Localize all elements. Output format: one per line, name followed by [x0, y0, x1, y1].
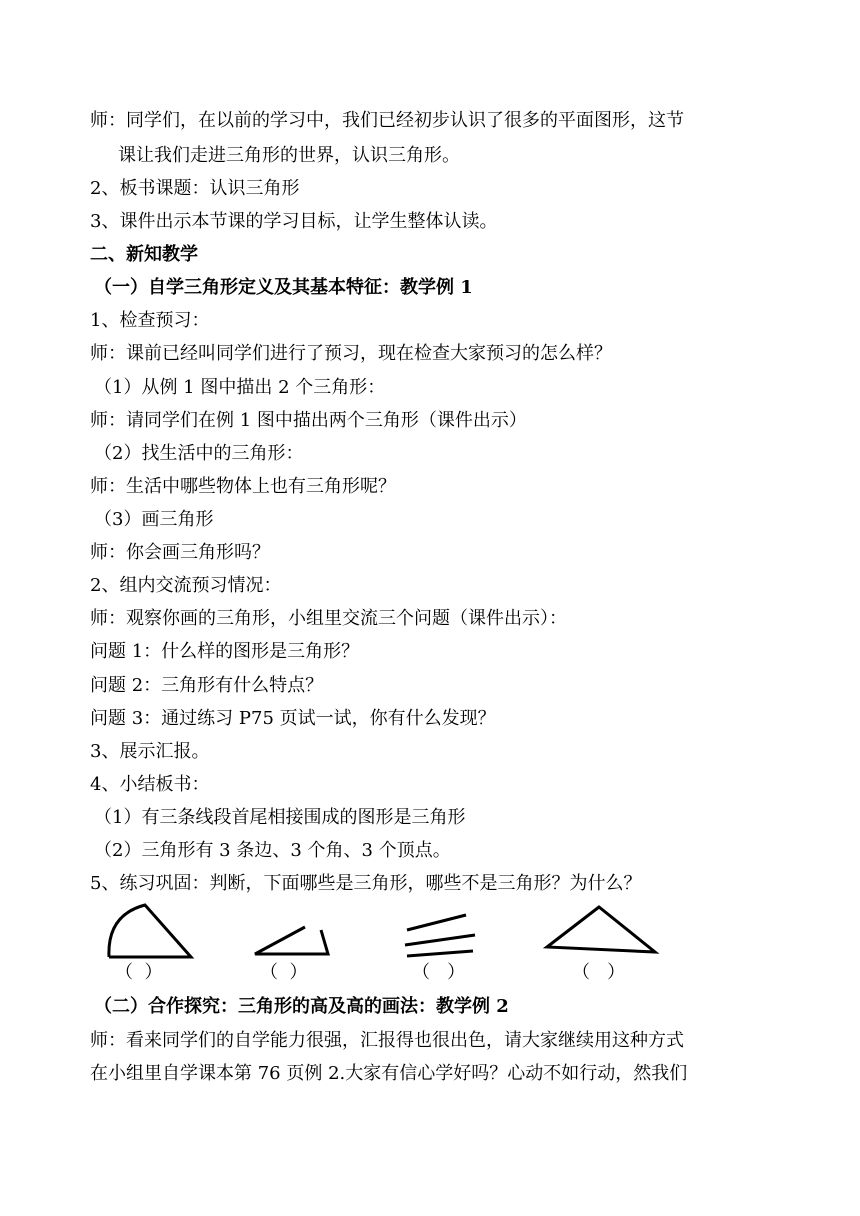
step-practice: 5、练习巩固：判断，下面哪些是三角形，哪些不是三角形？为什么？ — [90, 873, 642, 894]
teacher-intro-continuation: 课让我们走进三角形的世界，认识三角形。 — [118, 145, 460, 166]
teacher-intro-line: 师：同学们，在以前的学习中，我们已经初步认识了很多的平面图形，这节 — [90, 110, 684, 131]
step-show-objectives: 3、课件出示本节课的学习目标，让学生整体认读。 — [90, 211, 498, 232]
figure-3-line-1 — [407, 915, 466, 930]
question-1: 问题 1：什么样的图形是三角形？ — [90, 641, 360, 662]
task-trace-triangles: （1）从例 1 图中描出 2 个三角形： — [94, 377, 386, 398]
step-group-exchange: 2、组内交流预习情况： — [90, 575, 282, 596]
section-heading-new-knowledge: 二、新知教学 — [90, 244, 198, 265]
answer-blank-3[interactable]: （ ） — [412, 962, 466, 983]
teacher-trace-triangles: 师：请同学们在例 1 图中描出两个三角形（课件出示） — [90, 410, 527, 431]
teacher-cooperative-line-2: 在小组里自学课本第 76 页例 2.大家有信心学好吗？心动不如行动，然我们 — [90, 1063, 688, 1084]
question-2: 问题 2：三角形有什么特点？ — [90, 675, 324, 696]
task-find-triangles: （2）找生活中的三角形： — [94, 443, 304, 464]
answer-blank-2[interactable]: （ ） — [260, 962, 308, 983]
figure-3-line-3 — [407, 951, 473, 956]
answer-blank-1[interactable]: （ ） — [115, 962, 163, 983]
figure-1-curved-shape — [109, 905, 191, 957]
figure-2-open-triangle — [255, 927, 328, 954]
task-draw-triangle: （3）画三角形 — [94, 509, 214, 530]
practice-figures — [95, 897, 675, 969]
teacher-draw-triangle: 师：你会画三角形吗？ — [90, 542, 270, 563]
summary-point-2: （2）三角形有 3 条边、3 个角、3 个顶点。 — [94, 840, 451, 861]
question-3: 问题 3：通过练习 P75 页试一试，你有什么发现？ — [90, 708, 496, 729]
summary-point-1: （1）有三条线段首尾相接围成的图形是三角形 — [94, 807, 466, 828]
teacher-group-exchange: 师：观察你画的三角形，小组里交流三个问题（课件出示）： — [90, 608, 567, 629]
answer-blank-4[interactable]: （ ） — [572, 962, 626, 983]
subsection-heading-cooperative: （二）合作探究：三角形的高及高的画法：教学例 2 — [94, 996, 509, 1017]
step-report: 3、展示汇报。 — [90, 741, 210, 762]
step-board-title: 2、板书课题：认识三角形 — [90, 178, 300, 199]
subsection-heading-self-study: （一）自学三角形定义及其基本特征：教学例 1 — [94, 277, 473, 298]
step-summary: 4、小结板书： — [90, 774, 210, 795]
practice-figures-svg — [95, 897, 675, 965]
figure-3-line-2 — [405, 935, 475, 945]
teacher-find-triangles: 师：生活中哪些物体上也有三角形呢？ — [90, 476, 396, 497]
step-check-preview: 1、检查预习： — [90, 310, 210, 331]
teacher-cooperative-line-1: 师：看来同学们的自学能力很强，汇报得也很出色，请大家继续用这种方式 — [90, 1030, 684, 1051]
figure-4-triangle — [547, 907, 655, 952]
teacher-check-preview: 师：课前已经叫同学们进行了预习，现在检查大家预习的怎么样？ — [90, 343, 612, 364]
